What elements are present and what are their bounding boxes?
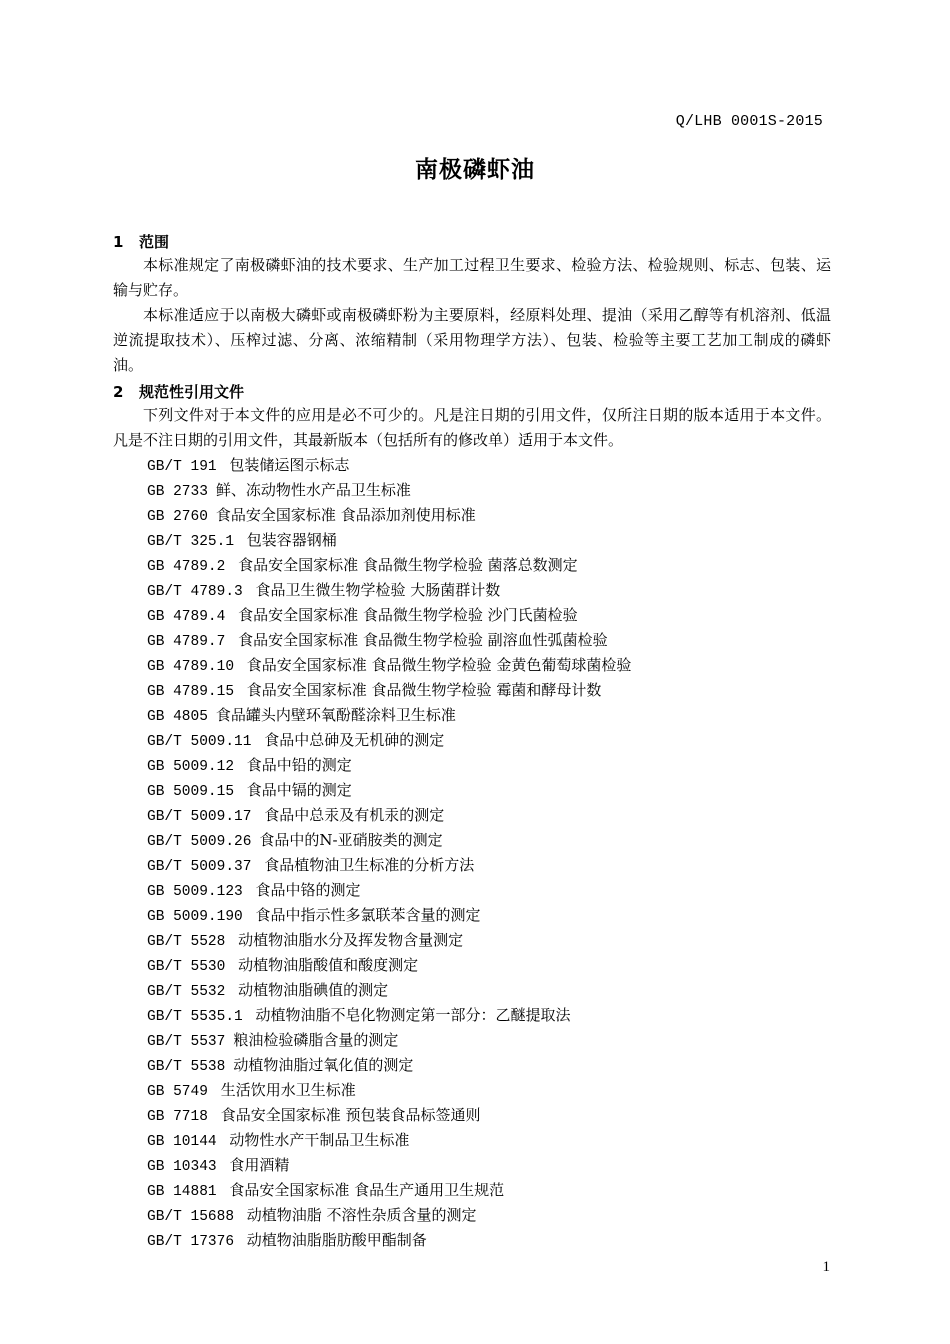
reference-code: GB/T 191	[147, 459, 217, 475]
reference-code: GB 4789.2	[147, 559, 226, 575]
reference-item	[113, 978, 831, 1003]
reference-title: 食品中的N-亚硝胺类的测定	[259, 831, 443, 849]
reference-item	[113, 1178, 831, 1203]
reference-item	[113, 928, 831, 953]
reference-item	[113, 1003, 831, 1028]
reference-item	[113, 853, 831, 878]
section-heading-scope	[113, 228, 831, 253]
reference-item	[113, 778, 831, 803]
reference-title: 动植物油脂酸值和酸度测定	[233, 956, 419, 974]
section-number: 1	[113, 233, 124, 251]
reference-title: 食品中铬的测定	[250, 881, 361, 899]
section-heading-normative-references	[113, 378, 831, 403]
reference-item	[113, 803, 831, 828]
reference-code: GB 5009.123	[147, 884, 243, 900]
reference-code: GB/T 5009.26	[147, 834, 252, 850]
reference-title: 动植物油脂过氧化值的测定	[233, 1056, 414, 1074]
reference-title: 食品安全国家标准 食品微生物学检验 霉菌和酵母计数	[242, 681, 602, 699]
reference-item	[113, 603, 831, 628]
reference-code: GB/T 15688	[147, 1209, 235, 1225]
reference-title: 食品卫生微生物学检验 大肠菌群计数	[250, 581, 501, 599]
reference-item	[113, 1103, 831, 1128]
reference-title: 鲜、冻动物性水产品卫生标准	[215, 481, 411, 499]
reference-title: 食品中总砷及无机砷的测定	[259, 731, 445, 749]
reference-code: GB 5749	[147, 1084, 208, 1100]
reference-item	[113, 878, 831, 903]
reference-item	[113, 953, 831, 978]
reference-title: 食品中镉的测定	[242, 781, 352, 799]
reference-title: 食品安全国家标准 预包装食品标签通则	[215, 1106, 481, 1124]
reference-code: GB/T 325.1	[147, 534, 235, 550]
reference-item	[113, 528, 831, 553]
reference-code: GB/T 5537	[147, 1034, 226, 1050]
reference-code: GB 4789.7	[147, 634, 226, 650]
reference-item	[113, 903, 831, 928]
reference-title: 动植物油脂不皂化物测定第一部分：乙醚提取法	[250, 1006, 571, 1024]
reference-title: 粮油检验磷脂含量的测定	[233, 1031, 399, 1049]
reference-title: 食用酒精	[224, 1156, 290, 1174]
reference-title: 食品罐头内壁环氧酚醛涂料卫生标准	[215, 706, 456, 724]
reference-title: 食品植物油卫生标准的分析方法	[259, 856, 475, 874]
reference-code: GB 5009.15	[147, 784, 235, 800]
reference-title: 食品安全国家标准 食品微生物学检验 副溶血性弧菌检验	[233, 631, 608, 649]
reference-code: GB/T 4789.3	[147, 584, 243, 600]
reference-code: GB 4805	[147, 709, 208, 725]
reference-title: 动物性水产干制品卫生标准	[224, 1131, 410, 1149]
reference-item	[113, 1128, 831, 1153]
section-title: 范围	[139, 233, 170, 251]
reference-item	[113, 728, 831, 753]
scope-paragraph: 本标准适应于以南极大磷虾或南极磷虾粉为主要原料，经原料处理、提油（采用乙醇等有机溶剂、低温逆流提取技术）、压榨过滤、分离、浓缩精制（采用物理学方法）、包装、检验等主要工艺加工制成的磷虾油。	[113, 306, 831, 374]
reference-code: GB 4789.4	[147, 609, 226, 625]
reference-title: 食品安全国家标准 食品微生物学检验 菌落总数测定	[233, 556, 578, 574]
reference-title: 动植物油脂 不溶性杂质含量的测定	[242, 1206, 477, 1224]
reference-item	[113, 1153, 831, 1178]
section-number: 2	[113, 383, 124, 401]
reference-code: GB 2733	[147, 484, 208, 500]
reference-item	[113, 553, 831, 578]
reference-code: GB 4789.15	[147, 684, 235, 700]
reference-item	[113, 678, 831, 703]
reference-item	[113, 703, 831, 728]
reference-code: GB/T 5538	[147, 1059, 226, 1075]
reference-item	[113, 653, 831, 678]
reference-code: GB/T 5009.37	[147, 859, 252, 875]
reference-title: 包装储运图示标志	[224, 456, 350, 474]
reference-code: GB/T 5532	[147, 984, 226, 1000]
reference-item	[113, 628, 831, 653]
scope-paragraph: 本标准规定了南极磷虾油的技术要求、生产加工过程卫生要求、检验方法、检验规则、标志、包装、运输与贮存。	[113, 256, 831, 299]
reference-code: GB 14881	[147, 1184, 217, 1200]
reference-title: 动植物油脂脂肪酸甲酯制备	[242, 1231, 427, 1249]
reference-item	[113, 478, 831, 503]
references-intro-paragraph: 下列文件对于本文件的应用是必不可少的。凡是注日期的引用文件，仅所注日期的版本适用于本文件。凡是不注日期的引用文件，其最新版本（包括所有的修改单）适用于本文件。	[113, 406, 831, 449]
reference-title: 动植物油脂水分及挥发物含量测定	[233, 931, 464, 949]
reference-title: 食品安全国家标准 食品微生物学检验 沙门氏菌检验	[233, 606, 578, 624]
page-number: 1	[822, 1259, 830, 1275]
reference-code: GB/T 5009.11	[147, 734, 252, 750]
document-title: 南极磷虾油	[415, 157, 535, 183]
reference-code: GB/T 17376	[147, 1234, 235, 1250]
reference-item	[113, 453, 831, 478]
reference-code: GB 10343	[147, 1159, 217, 1175]
reference-code: GB/T 5535.1	[147, 1009, 243, 1025]
reference-item	[113, 1028, 831, 1053]
reference-title: 食品安全国家标准 食品添加剂使用标准	[215, 506, 476, 524]
reference-item	[113, 828, 831, 853]
reference-code: GB/T 5009.17	[147, 809, 252, 825]
reference-item	[113, 753, 831, 778]
reference-title: 动植物油脂碘值的测定	[233, 981, 389, 999]
section-title: 规范性引用文件	[139, 383, 245, 401]
reference-title: 食品安全国家标准 食品微生物学检验 金黄色葡萄球菌检验	[242, 656, 632, 674]
reference-item	[113, 503, 831, 528]
reference-title: 食品中指示性多氯联苯含量的测定	[250, 906, 481, 924]
reference-title: 食品安全国家标准 食品生产通用卫生规范	[224, 1181, 505, 1199]
reference-item	[113, 1078, 831, 1103]
reference-title: 食品中铅的测定	[242, 756, 352, 774]
document-body	[113, 228, 831, 1253]
reference-item	[113, 1053, 831, 1078]
reference-code: GB 5009.190	[147, 909, 243, 925]
reference-code: GB 10144	[147, 1134, 217, 1150]
reference-list	[113, 453, 831, 1253]
reference-code: GB/T 5528	[147, 934, 226, 950]
reference-title: 包装容器钢桶	[242, 531, 337, 549]
reference-code: GB 5009.12	[147, 759, 235, 775]
reference-code: GB 7718	[147, 1109, 208, 1125]
reference-item	[113, 1203, 831, 1228]
standard-code: Q/LHB 0001S-2015	[675, 113, 823, 130]
reference-code: GB/T 5530	[147, 959, 226, 975]
reference-title: 食品中总汞及有机汞的测定	[259, 806, 445, 824]
reference-item	[113, 1228, 831, 1253]
reference-title: 生活饮用水卫生标准	[215, 1081, 356, 1099]
reference-code: GB 2760	[147, 509, 208, 525]
reference-code: GB 4789.10	[147, 659, 235, 675]
reference-item	[113, 578, 831, 603]
